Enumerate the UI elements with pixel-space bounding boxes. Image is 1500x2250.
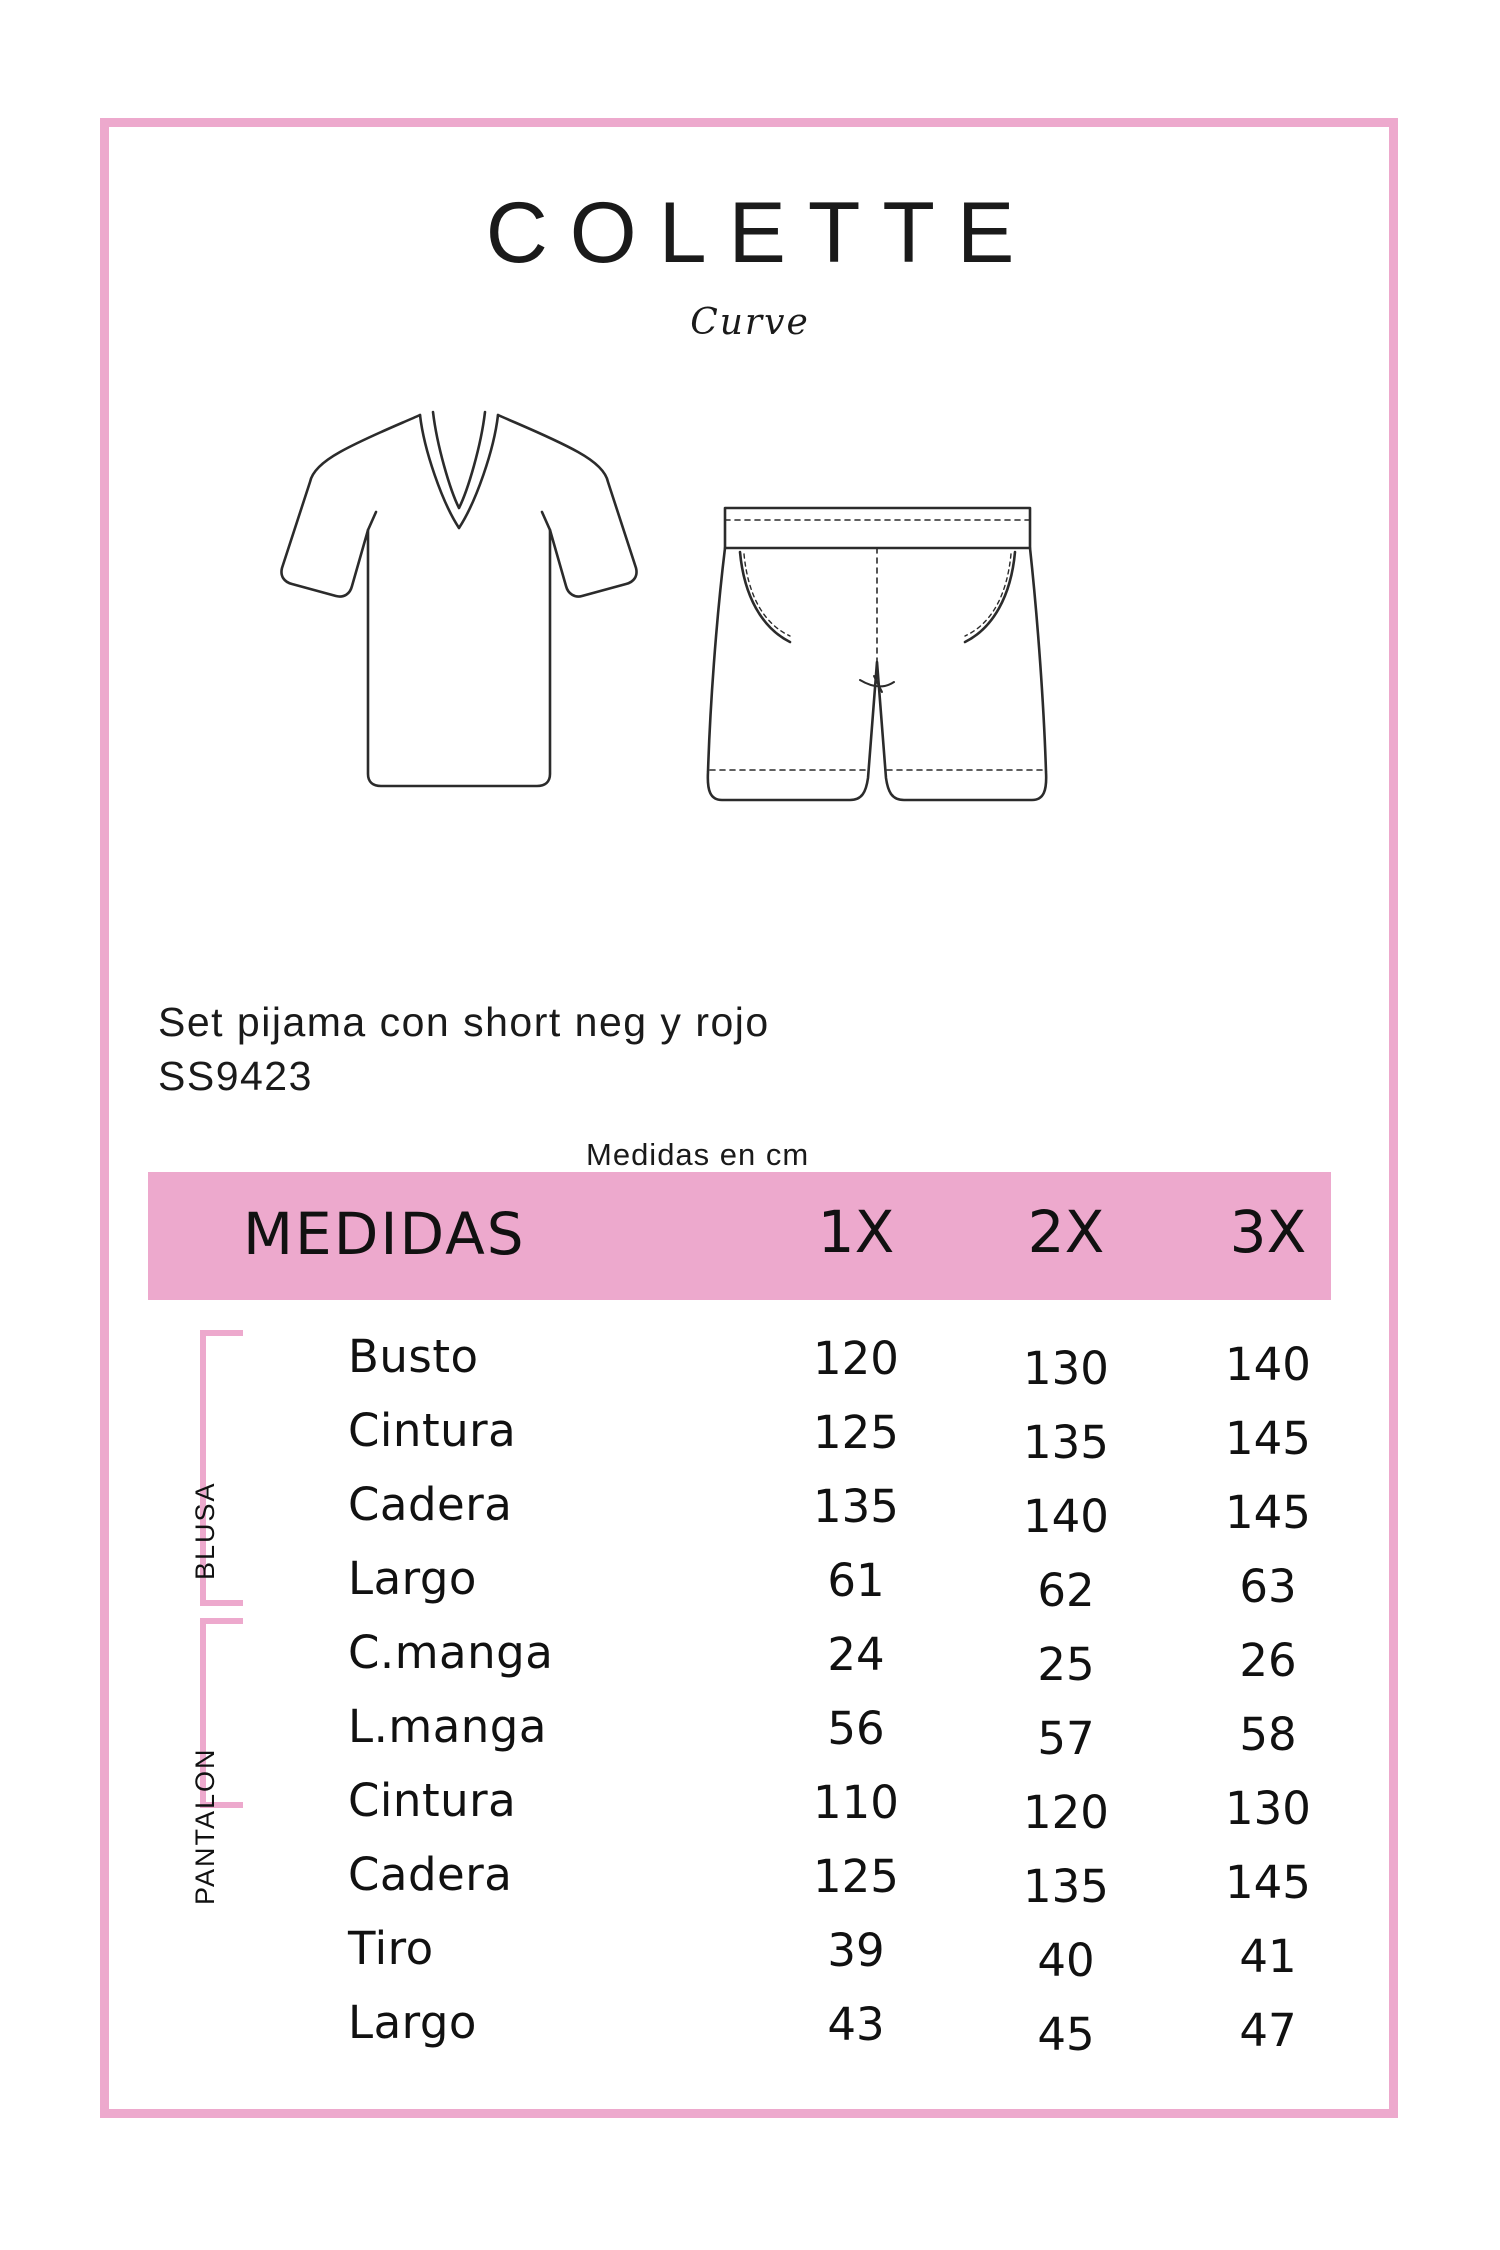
row-label: Cintura — [348, 1774, 517, 1827]
group-label-pantalon: PANTALON — [190, 1747, 220, 1905]
row-label: Tiro — [348, 1922, 434, 1975]
row-value-2x: 62 — [1037, 1564, 1095, 1617]
row-value-3x: 47 — [1239, 2004, 1297, 2057]
row-value-2x: 25 — [1037, 1638, 1095, 1691]
row-value-1x: 125 — [813, 1850, 899, 1903]
row-value-2x: 130 — [1023, 1342, 1109, 1395]
table-row — [148, 1552, 1331, 1626]
table-row — [148, 1996, 1331, 2070]
row-value-1x: 125 — [813, 1406, 899, 1459]
garment-illustrations — [270, 390, 1270, 950]
row-label: L.manga — [348, 1700, 547, 1753]
brand-name: COLETTE — [485, 185, 1037, 281]
tshirt-vneck-icon — [281, 412, 636, 786]
row-value-3x: 130 — [1225, 1782, 1311, 1835]
table-row — [148, 1478, 1331, 1552]
row-label: Busto — [348, 1330, 479, 1383]
row-value-3x: 145 — [1225, 1412, 1311, 1465]
row-value-1x: 61 — [827, 1554, 885, 1607]
measurements-table — [148, 1330, 1331, 2070]
table-row — [148, 1330, 1331, 1404]
table-row — [148, 1922, 1331, 1996]
row-value-1x: 110 — [813, 1776, 899, 1829]
table-row — [148, 1404, 1331, 1478]
row-value-3x: 145 — [1225, 1486, 1311, 1539]
row-value-1x: 120 — [813, 1332, 899, 1385]
row-value-2x: 140 — [1023, 1490, 1109, 1543]
table-header-measures: MEDIDAS — [243, 1200, 526, 1268]
row-value-3x: 63 — [1239, 1560, 1297, 1613]
row-value-3x: 145 — [1225, 1856, 1311, 1909]
row-label: Cintura — [348, 1404, 517, 1457]
row-label: Cadera — [348, 1848, 513, 1901]
table-header-size-2x: 2X — [1027, 1198, 1105, 1266]
row-label: Cadera — [348, 1478, 513, 1531]
table-row — [148, 1626, 1331, 1700]
row-value-3x: 58 — [1239, 1708, 1297, 1761]
product-info — [158, 995, 1358, 1103]
row-value-3x: 140 — [1225, 1338, 1311, 1391]
row-value-2x: 40 — [1037, 1934, 1095, 1987]
row-value-2x: 57 — [1037, 1712, 1095, 1765]
row-value-3x: 26 — [1239, 1634, 1297, 1687]
row-value-1x: 43 — [827, 1998, 885, 2051]
row-value-1x: 39 — [827, 1924, 885, 1977]
garment-illustration-svg — [270, 390, 1270, 950]
row-value-3x: 41 — [1239, 1930, 1297, 1983]
row-value-2x: 135 — [1023, 1416, 1109, 1469]
table-header-size-1x: 1X — [817, 1198, 895, 1266]
row-value-2x: 45 — [1037, 2008, 1095, 2061]
table-header — [148, 1172, 1331, 1300]
row-label: Largo — [348, 1552, 477, 1605]
brand-block — [0, 185, 1500, 343]
product-title: Set pijama con short neg y rojo — [158, 999, 770, 1045]
row-value-1x: 24 — [827, 1628, 885, 1681]
table-row — [148, 1848, 1331, 1922]
table-row — [148, 1700, 1331, 1774]
brand-subtitle: Curve — [690, 302, 810, 343]
row-value-2x: 135 — [1023, 1860, 1109, 1913]
row-label: Largo — [348, 1996, 477, 2049]
units-note: Medidas en cm — [586, 1137, 810, 1172]
table-row — [148, 1774, 1331, 1848]
row-label: C.manga — [348, 1626, 554, 1679]
shorts-icon — [708, 508, 1046, 800]
row-value-1x: 135 — [813, 1480, 899, 1533]
table-header-size-3x: 3X — [1229, 1198, 1307, 1266]
group-label-blusa: BLUSA — [190, 1481, 220, 1580]
row-value-1x: 56 — [827, 1702, 885, 1755]
row-value-2x: 120 — [1023, 1786, 1109, 1839]
product-code: SS9423 — [158, 1053, 313, 1100]
